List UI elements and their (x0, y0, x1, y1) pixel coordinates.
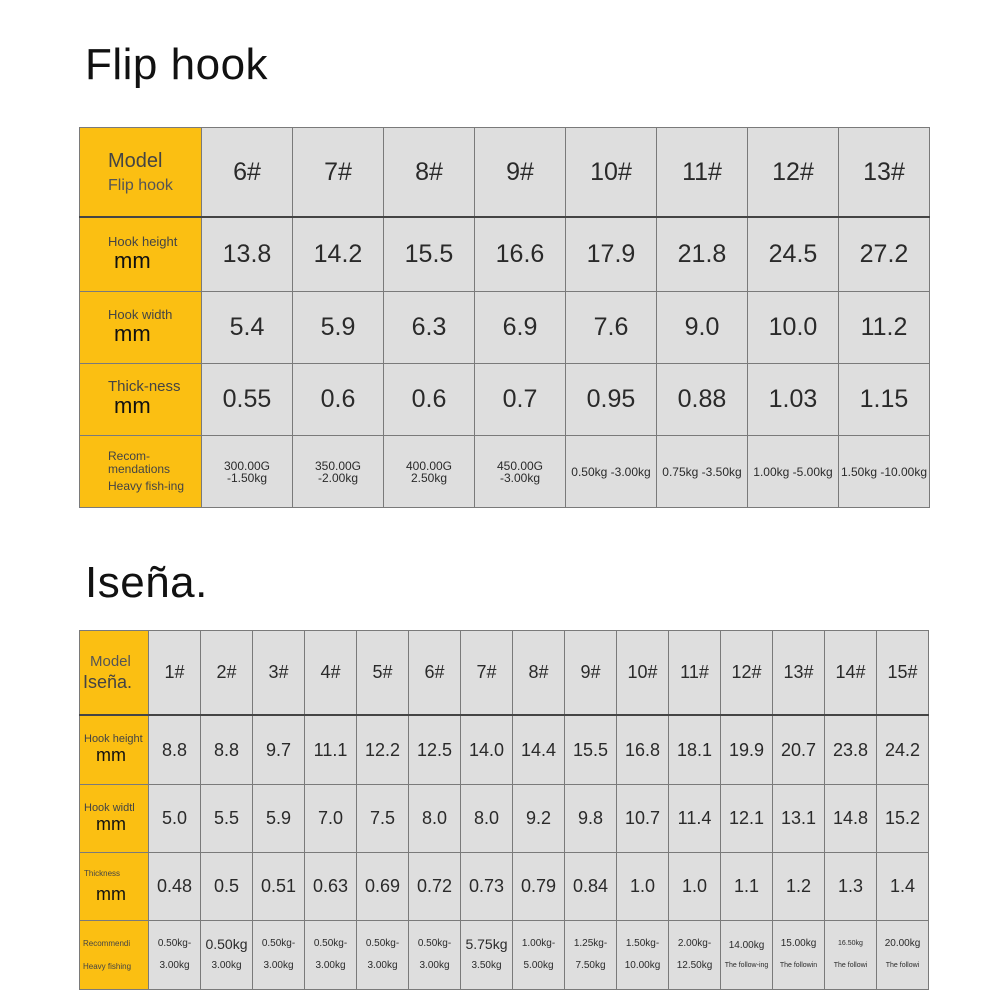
recommendation-cell (475, 436, 566, 508)
height-cell: 14.0 (461, 715, 513, 785)
table-row-recommendations (80, 436, 930, 508)
width-cell: 7.0 (305, 785, 357, 853)
width-cell: 11.2 (839, 292, 930, 364)
thickness-cell: 0.95 (566, 364, 657, 436)
recommendation-cell (825, 921, 877, 990)
unit-label: mm (96, 745, 126, 765)
unit-label: mm (114, 248, 151, 273)
width-cell: 5.5 (201, 785, 253, 853)
height-cell: 24.5 (748, 217, 839, 292)
rec-range: 1.00kg -5.00kg (753, 464, 833, 479)
width-cell: 7.5 (357, 785, 409, 853)
recommendation-cell (748, 436, 839, 508)
size-cell: 15# (877, 631, 929, 716)
thickness-cell: 0.72 (409, 853, 461, 921)
size-cell: 3# (253, 631, 305, 716)
thickness-header-cell (80, 853, 149, 921)
recommendation-cell (513, 921, 565, 990)
recommendation-cell (305, 921, 357, 990)
rec-min: 2.00kg- (677, 938, 712, 949)
recommendation-cell (201, 921, 253, 990)
thickness-label: Thick-ness (108, 378, 181, 395)
table-row-recommendations (80, 921, 929, 990)
height-cell: 20.7 (773, 715, 825, 785)
size-cell: 13# (773, 631, 825, 716)
rec-max: 3.00kg (419, 960, 450, 971)
thickness-cell: 0.51 (253, 853, 305, 921)
rec-min: 0.50kg- (417, 938, 452, 949)
size-cell: 10# (617, 631, 669, 716)
flip-hook-title: Flip hook (85, 40, 269, 89)
rec-min: 300.00G (223, 458, 271, 473)
thickness-cell: 0.7 (475, 364, 566, 436)
rec-min: 14.00kg (728, 940, 765, 951)
size-cell: 9# (565, 631, 617, 716)
thickness-cell: 0.73 (461, 853, 513, 921)
recommendation-cell (721, 921, 773, 990)
rec-min: 0.50kg- (157, 938, 192, 949)
rec-max: The followin (779, 962, 818, 969)
thickness-label: Thickness (84, 868, 121, 878)
height-cell: 12.2 (357, 715, 409, 785)
unit-label: mm (114, 321, 151, 346)
width-cell: 15.2 (877, 785, 929, 853)
rec-max: 3.00kg (159, 960, 190, 971)
isena-title: Iseña. (85, 558, 208, 607)
width-cell: 14.8 (825, 785, 877, 853)
size-cell: 12# (721, 631, 773, 716)
rec-range: 0.50kg -3.00kg (571, 464, 651, 479)
heavy-fishing-label: Heavy fishing (83, 962, 132, 971)
hook-height-header-cell (80, 715, 149, 785)
width-cell: 10.7 (617, 785, 669, 853)
recommendations-header-cell (80, 436, 202, 508)
size-cell: 11# (657, 128, 748, 218)
size-cell: 5# (357, 631, 409, 716)
unit-label: mm (96, 883, 126, 904)
size-cell: 10# (566, 128, 657, 218)
recommendation-cell (357, 921, 409, 990)
height-cell: 16.6 (475, 217, 566, 292)
size-cell: 7# (461, 631, 513, 716)
model-header-cell (80, 631, 149, 716)
height-cell: 8.8 (201, 715, 253, 785)
hook-width-header-cell (80, 785, 149, 853)
height-cell: 15.5 (384, 217, 475, 292)
model-sub-label: Iseña. (83, 671, 133, 692)
height-cell: 15.5 (565, 715, 617, 785)
heavy-fishing-label: Heavy fish-ing (108, 479, 185, 493)
size-cell: 7# (293, 128, 384, 218)
rec-min: 450.00G (496, 458, 544, 473)
size-cell: 6# (409, 631, 461, 716)
hook-height-label: Hook height (84, 733, 143, 745)
height-cell: 14.2 (293, 217, 384, 292)
width-cell: 6.9 (475, 292, 566, 364)
rec-max: -1.50kg (226, 470, 268, 485)
recommendation-cell (565, 921, 617, 990)
rec-min: 0.50kg (205, 936, 248, 952)
table-row-hook-width (80, 292, 930, 364)
rec-min: 5.75kg (465, 936, 508, 952)
size-cell: 9# (475, 128, 566, 218)
thickness-cell: 1.03 (748, 364, 839, 436)
rec-min: 20.00kg (884, 938, 921, 949)
height-cell: 24.2 (877, 715, 929, 785)
height-cell: 18.1 (669, 715, 721, 785)
thickness-cell: 1.1 (721, 853, 773, 921)
rec-min: 1.50kg- (625, 938, 660, 949)
rec-max: 3.50kg (471, 960, 502, 971)
rec-min: 400.00G (405, 458, 453, 473)
thickness-cell: 1.0 (617, 853, 669, 921)
rec-min: 16.50kg (838, 940, 863, 947)
thickness-cell: 1.2 (773, 853, 825, 921)
rec-max: 3.00kg (211, 960, 242, 971)
height-cell: 17.9 (566, 217, 657, 292)
table-row-thickness (80, 853, 929, 921)
thickness-cell: 1.0 (669, 853, 721, 921)
recommendation-cell (202, 436, 293, 508)
thickness-cell: 0.48 (149, 853, 201, 921)
height-cell: 19.9 (721, 715, 773, 785)
recommendation-cell (293, 436, 384, 508)
rec-max: The followi (885, 962, 920, 969)
thickness-cell: 0.5 (201, 853, 253, 921)
thickness-cell: 1.15 (839, 364, 930, 436)
height-cell: 12.5 (409, 715, 461, 785)
width-cell: 8.0 (461, 785, 513, 853)
model-label: Model (90, 652, 131, 670)
size-cell: 6# (202, 128, 293, 218)
rec-min: 0.50kg- (313, 938, 348, 949)
rec-min: 0.50kg- (261, 938, 296, 949)
thickness-cell: 1.4 (877, 853, 929, 921)
rec-max: 7.50kg (575, 960, 606, 971)
height-cell: 14.4 (513, 715, 565, 785)
recommendation-cell (461, 921, 513, 990)
rec-range: 0.75kg -3.50kg (662, 464, 742, 479)
recommendations-header-cell (80, 921, 149, 990)
width-cell: 12.1 (721, 785, 773, 853)
size-cell: 8# (384, 128, 475, 218)
width-cell: 5.9 (293, 292, 384, 364)
table-row-model (80, 631, 929, 716)
recommendations-label: Recom-mendations (108, 449, 171, 476)
rec-max: 2.50kg (410, 470, 448, 485)
width-cell: 9.2 (513, 785, 565, 853)
width-cell: 5.4 (202, 292, 293, 364)
size-cell: 4# (305, 631, 357, 716)
size-cell: 11# (669, 631, 721, 716)
recommendation-cell (149, 921, 201, 990)
recommendation-cell (384, 436, 475, 508)
recommendation-cell (566, 436, 657, 508)
isena-spec-table (79, 630, 929, 990)
rec-max: 3.00kg (263, 960, 294, 971)
rec-max: 12.50kg (676, 960, 713, 971)
height-cell: 27.2 (839, 217, 930, 292)
height-cell: 13.8 (202, 217, 293, 292)
hook-width-header-cell (80, 292, 202, 364)
rec-min: 350.00G (314, 458, 362, 473)
height-cell: 8.8 (149, 715, 201, 785)
rec-max: The follow-ing (724, 962, 769, 969)
hook-width-label: Hook widtl (84, 801, 135, 814)
height-cell: 21.8 (657, 217, 748, 292)
unit-label: mm (114, 393, 151, 418)
rec-max: 3.00kg (367, 960, 398, 971)
thickness-cell: 1.3 (825, 853, 877, 921)
hook-height-header-cell (80, 217, 202, 292)
model-sub-label: Flip hook (108, 176, 173, 194)
size-cell: 14# (825, 631, 877, 716)
size-cell: 2# (201, 631, 253, 716)
rec-range: 1.50kg -10.00kg (840, 464, 928, 479)
thickness-cell: 0.79 (513, 853, 565, 921)
height-cell: 11.1 (305, 715, 357, 785)
size-cell: 1# (149, 631, 201, 716)
width-cell: 11.4 (669, 785, 721, 853)
height-cell: 23.8 (825, 715, 877, 785)
width-cell: 13.1 (773, 785, 825, 853)
flip-hook-spec-table (79, 127, 930, 508)
table-row-thickness (80, 364, 930, 436)
thickness-cell: 0.84 (565, 853, 617, 921)
width-cell: 7.6 (566, 292, 657, 364)
hook-height-label: Hook height (108, 234, 178, 249)
thickness-cell: 0.6 (293, 364, 384, 436)
rec-max: -2.00kg (317, 470, 359, 485)
rec-max: -3.00kg (499, 470, 541, 485)
size-cell: 13# (839, 128, 930, 218)
recommendation-cell (409, 921, 461, 990)
table-row-hook-width (80, 785, 929, 853)
recommendation-cell (839, 436, 930, 508)
recommendations-label: Recommendi (83, 939, 131, 948)
height-cell: 9.7 (253, 715, 305, 785)
rec-max: The followi (833, 962, 868, 969)
thickness-header-cell (80, 364, 202, 436)
rec-min: 0.50kg- (365, 938, 400, 949)
recommendation-cell (773, 921, 825, 990)
recommendation-cell (877, 921, 929, 990)
width-cell: 9.8 (565, 785, 617, 853)
rec-max: 3.00kg (315, 960, 346, 971)
size-cell: 12# (748, 128, 839, 218)
rec-max: 10.00kg (624, 960, 661, 971)
thickness-cell: 0.63 (305, 853, 357, 921)
thickness-cell: 0.6 (384, 364, 475, 436)
recommendation-cell (617, 921, 669, 990)
rec-min: 15.00kg (780, 938, 817, 949)
recommendation-cell (657, 436, 748, 508)
width-cell: 5.0 (149, 785, 201, 853)
width-cell: 6.3 (384, 292, 475, 364)
thickness-cell: 0.69 (357, 853, 409, 921)
rec-min: 1.00kg- (521, 938, 556, 949)
table-row-hook-height (80, 217, 930, 292)
recommendation-cell (669, 921, 721, 990)
model-label: Model (108, 149, 163, 172)
size-cell: 8# (513, 631, 565, 716)
thickness-cell: 0.55 (202, 364, 293, 436)
width-cell: 10.0 (748, 292, 839, 364)
table-row-model (80, 128, 930, 218)
width-cell: 9.0 (657, 292, 748, 364)
width-cell: 8.0 (409, 785, 461, 853)
rec-max: 5.00kg (523, 960, 554, 971)
rec-min: 1.25kg- (573, 938, 608, 949)
height-cell: 16.8 (617, 715, 669, 785)
unit-label: mm (96, 813, 126, 834)
thickness-cell: 0.88 (657, 364, 748, 436)
table-row-hook-height (80, 715, 929, 785)
recommendation-cell (253, 921, 305, 990)
hook-width-label: Hook width (108, 307, 173, 322)
model-header-cell (80, 128, 202, 218)
width-cell: 5.9 (253, 785, 305, 853)
